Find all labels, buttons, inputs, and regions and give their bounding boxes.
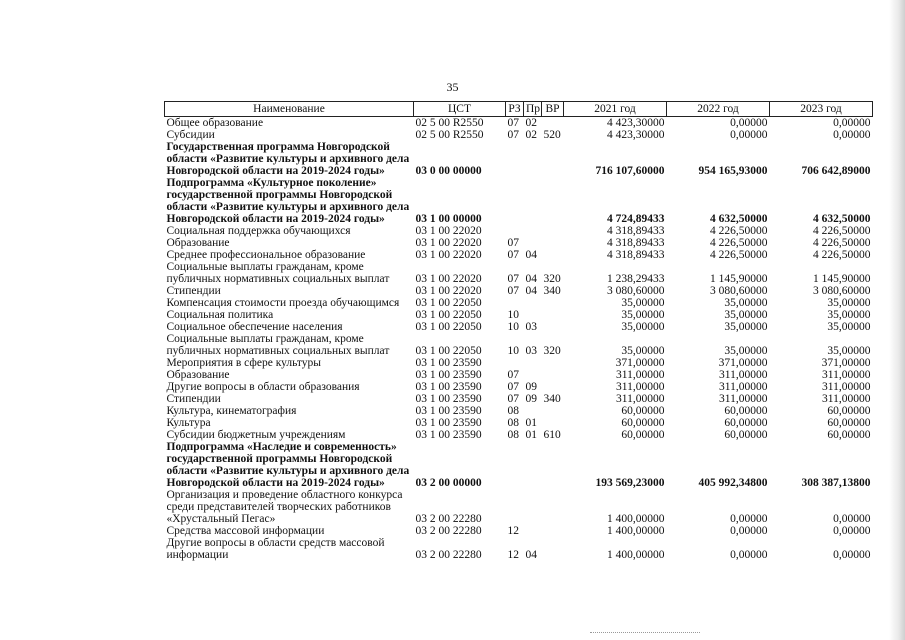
cell-2022: 60,00000	[724, 417, 768, 429]
scan-edge-shadow	[889, 0, 905, 640]
cell-vr	[542, 357, 564, 369]
cell-2022: 4 632,50000	[710, 213, 768, 225]
cell-rz: 08	[507, 405, 519, 417]
cell-vr	[542, 405, 564, 417]
cell-cst: 03 1 00 22050	[415, 321, 482, 333]
cell-vr	[542, 177, 564, 225]
cell-2021: 1 238,29433	[607, 273, 665, 285]
cell-2021: 1 400,00000	[607, 525, 665, 537]
cell-2023: 0,00000	[833, 129, 871, 141]
cell-rz: 10	[507, 321, 519, 333]
cell-2023: 4 226,50000	[813, 249, 871, 261]
cell-rz	[506, 489, 524, 525]
column-header-name: Наименование	[165, 102, 414, 117]
cell-vr	[542, 381, 564, 393]
cell-2023: 4 226,50000	[813, 237, 871, 249]
cell-rz: 07	[507, 117, 519, 129]
cell-2023: 3 080,60000	[813, 285, 871, 297]
cell-name: Среднее профессиональное образование	[166, 249, 366, 261]
cell-vr: 340	[543, 285, 561, 297]
cell-pr	[524, 441, 542, 489]
cell-2021: 35,00000	[621, 321, 665, 333]
cell-pr: 04	[525, 549, 537, 561]
cell-2022: 4 226,50000	[710, 225, 768, 237]
cell-cst: 03 1 00 23590	[415, 393, 482, 405]
cell-rz	[506, 441, 524, 489]
cell-pr: 02	[525, 117, 537, 129]
table-row	[165, 261, 873, 285]
cell-rz: 07	[507, 249, 519, 261]
table-row	[165, 429, 873, 441]
cell-2022: 60,00000	[724, 429, 768, 441]
cell-2021: 4 423,30000	[607, 129, 665, 141]
cell-2021: 4 423,30000	[607, 117, 665, 129]
cell-pr	[524, 369, 542, 381]
cell-cst: 03 1 00 23590	[415, 405, 482, 417]
table-row	[165, 381, 873, 393]
cell-cst: 03 1 00 22050	[415, 297, 482, 309]
cell-name: Образование	[166, 369, 230, 381]
cell-vr: 610	[543, 429, 561, 441]
column-header-2021: 2021 год	[564, 102, 667, 117]
cell-vr	[542, 417, 564, 429]
cell-cst: 03 1 00 23590	[415, 369, 482, 381]
cell-vr: 320	[543, 345, 561, 357]
cell-pr: 02	[525, 129, 537, 141]
cell-cst: 02 5 00 R2550	[415, 129, 484, 141]
cell-2022: 0,00000	[730, 129, 768, 141]
cell-rz: 07	[507, 273, 519, 285]
cell-2022: 4 226,50000	[710, 237, 768, 249]
cell-2022: 4 226,50000	[710, 249, 768, 261]
table-row	[165, 141, 873, 177]
table-row	[165, 321, 873, 333]
table-row	[165, 537, 873, 561]
cell-rz: 07	[507, 381, 519, 393]
cell-name: Субсидии	[166, 129, 215, 141]
cell-rz: 10	[507, 309, 519, 321]
cell-2021: 193 569,23000	[595, 477, 665, 489]
cell-2021: 1 400,00000	[607, 549, 665, 561]
table-row	[165, 117, 873, 130]
cell-pr	[524, 297, 542, 309]
table-row	[165, 417, 873, 429]
cell-2023: 1 145,90000	[813, 273, 871, 285]
cell-2023: 371,00000	[821, 357, 871, 369]
table-row	[165, 237, 873, 249]
cell-2023: 60,00000	[827, 429, 871, 441]
cell-name: Социальная поддержка обучающихся	[166, 225, 351, 237]
cell-2022: 35,00000	[724, 297, 768, 309]
cell-rz	[506, 297, 524, 309]
cell-2021: 371,00000	[615, 357, 665, 369]
table-body	[165, 117, 873, 562]
cell-2022: 35,00000	[724, 345, 768, 357]
cell-cst: 03 1 00 22050	[415, 309, 482, 321]
cell-2023: 0,00000	[833, 513, 871, 525]
cell-cst: 02 5 00 R2550	[415, 117, 484, 129]
cell-vr	[542, 369, 564, 381]
table-header	[165, 102, 873, 117]
column-header-2023: 2023 год	[770, 102, 873, 117]
cell-cst: 03 2 00 22280	[415, 525, 482, 537]
cell-2022: 0,00000	[730, 525, 768, 537]
cell-2022: 405 992,34800	[698, 477, 768, 489]
cell-pr: 04	[525, 249, 537, 261]
cell-name: Культура, кинематография	[166, 405, 297, 417]
cell-2022: 35,00000	[724, 321, 768, 333]
cell-2023: 706 642,89000	[801, 165, 871, 177]
cell-vr: 320	[543, 273, 561, 285]
cell-pr	[524, 177, 542, 225]
cell-cst: 03 2 00 00000	[415, 477, 482, 489]
cell-cst: 03 1 00 22020	[415, 273, 482, 285]
table-row	[165, 369, 873, 381]
cell-2023: 311,00000	[822, 369, 871, 381]
cell-vr	[542, 297, 564, 309]
cell-pr	[524, 525, 542, 537]
cell-2022: 311,00000	[719, 369, 768, 381]
column-header-vr: ВР	[542, 102, 564, 117]
scan-dotted-mark	[590, 632, 700, 635]
cell-2023: 0,00000	[833, 549, 871, 561]
cell-name: Социальная политика	[166, 309, 274, 321]
table-row	[165, 405, 873, 417]
cell-cst: 03 1 00 23590	[415, 381, 482, 393]
cell-rz: 07	[507, 369, 519, 381]
cell-rz	[506, 225, 524, 237]
cell-name: Подпрограмма «Наследие и современность» государственной программы Новгородской области «Развитие культуры и архивного дела Новгородской области на 2019-2024 годы»	[166, 441, 410, 489]
cell-2021: 60,00000	[621, 417, 665, 429]
cell-2021: 35,00000	[621, 345, 665, 357]
cell-2022: 311,00000	[719, 393, 768, 405]
cell-pr	[524, 237, 542, 249]
cell-vr	[542, 117, 564, 130]
cell-name: Мероприятия в сфере культуры	[166, 357, 322, 369]
cell-vr	[542, 321, 564, 333]
table-row	[165, 393, 873, 405]
cell-2022: 3 080,60000	[710, 285, 768, 297]
cell-vr: 520	[543, 129, 561, 141]
column-header-cst: ЦСТ	[414, 102, 506, 117]
cell-2021: 311,00000	[616, 393, 665, 405]
cell-name: Культура	[166, 417, 211, 429]
cell-2021: 716 107,60000	[595, 165, 665, 177]
cell-2021: 1 400,00000	[607, 513, 665, 525]
column-header-2022: 2022 год	[667, 102, 770, 117]
cell-name: Социальное обеспечение населения	[166, 321, 343, 333]
cell-rz	[506, 177, 524, 225]
cell-cst: 03 1 00 22020	[415, 225, 482, 237]
table-row	[165, 225, 873, 237]
cell-2023: 311,00000	[822, 381, 871, 393]
cell-vr	[542, 537, 564, 561]
cell-rz	[506, 357, 524, 369]
cell-rz	[506, 141, 524, 177]
cell-cst: 03 1 00 23590	[415, 417, 482, 429]
cell-cst: 03 2 00 22280	[415, 513, 482, 525]
cell-rz: 07	[507, 129, 519, 141]
table-row	[165, 285, 873, 297]
table-row	[165, 177, 873, 225]
cell-rz: 12	[507, 549, 519, 561]
cell-2023: 4 632,50000	[813, 213, 871, 225]
cell-cst: 03 1 00 22050	[415, 345, 482, 357]
cell-pr	[524, 141, 542, 177]
cell-2021: 60,00000	[621, 429, 665, 441]
cell-pr: 01	[525, 417, 537, 429]
cell-name: Другие вопросы в области образования	[166, 381, 360, 393]
cell-2021: 60,00000	[621, 405, 665, 417]
cell-2022: 35,00000	[724, 309, 768, 321]
cell-pr	[524, 405, 542, 417]
cell-cst: 03 2 00 22280	[415, 549, 482, 561]
cell-2022: 371,00000	[718, 357, 768, 369]
cell-2021: 4 318,89433	[607, 225, 665, 237]
cell-rz: 12	[507, 525, 519, 537]
budget-table	[164, 101, 873, 561]
cell-rz: 07	[507, 285, 519, 297]
cell-name: Подпрограмма «Культурное поколение» государственной программы Новгородской области «Развитие культуры и архивного дела Новгородской области на 2019-2024 годы»	[166, 177, 410, 225]
cell-2023: 311,00000	[822, 393, 871, 405]
cell-name: Компенсация стоимости проезда обучающимся	[166, 297, 400, 309]
cell-cst: 03 1 00 23590	[415, 357, 482, 369]
cell-2022: 1 145,90000	[710, 273, 768, 285]
table-row	[165, 441, 873, 489]
cell-2023: 60,00000	[827, 405, 871, 417]
cell-vr	[542, 237, 564, 249]
cell-vr	[542, 249, 564, 261]
cell-name: Социальные выплаты гражданам, кроме публичных нормативных социальных выплат	[166, 333, 390, 357]
cell-pr: 01	[525, 429, 537, 441]
table-row	[165, 129, 873, 141]
cell-2021: 311,00000	[616, 369, 665, 381]
cell-cst: 03 0 00 00000	[415, 165, 482, 177]
cell-name: Субсидии бюджетным учреждениям	[166, 429, 346, 441]
cell-2023: 0,00000	[833, 525, 871, 537]
cell-pr	[524, 357, 542, 369]
cell-2023: 35,00000	[827, 345, 871, 357]
cell-pr: 09	[525, 393, 537, 405]
cell-2023: 0,00000	[833, 117, 871, 129]
cell-rz: 10	[507, 345, 519, 357]
page-number: 35	[446, 80, 459, 94]
cell-2023: 35,00000	[827, 297, 871, 309]
cell-name: Государственная программа Новгородской области «Развитие культуры и архивного дела Новгородской области на 2019-2024 годы»	[166, 141, 410, 177]
cell-cst: 03 1 00 22020	[415, 237, 482, 249]
column-header-rz: РЗ	[506, 102, 524, 117]
cell-2021: 4 724,89433	[607, 213, 665, 225]
cell-2022: 0,00000	[730, 549, 768, 561]
cell-name: Общее образование	[166, 117, 264, 129]
cell-2023: 35,00000	[827, 309, 871, 321]
cell-cst: 03 1 00 22020	[415, 249, 482, 261]
cell-name: Социальные выплаты гражданам, кроме публичных нормативных социальных выплат	[166, 261, 390, 285]
cell-2023: 35,00000	[827, 321, 871, 333]
table-row	[165, 489, 873, 525]
cell-rz: 08	[507, 429, 519, 441]
column-header-pr: Пр	[524, 102, 542, 117]
cell-pr: 03	[525, 345, 537, 357]
cell-2023: 308 387,13800	[801, 477, 871, 489]
cell-2021: 311,00000	[616, 381, 665, 393]
cell-vr	[542, 141, 564, 177]
cell-pr: 03	[525, 321, 537, 333]
cell-vr	[542, 225, 564, 237]
cell-name: Стипендии	[166, 393, 221, 405]
cell-name: Другие вопросы в области средств массовой информации	[166, 537, 385, 561]
table-row	[165, 297, 873, 309]
cell-2021: 3 080,60000	[607, 285, 665, 297]
cell-rz: 07	[507, 393, 519, 405]
cell-2022: 954 165,93000	[698, 165, 768, 177]
cell-pr	[524, 309, 542, 321]
cell-name: Организация и проведение областного конкурса среди представителей творческих работников «Хрустальный Пегас»	[166, 489, 403, 525]
cell-vr	[542, 309, 564, 321]
cell-cst: 03 1 00 22020	[415, 285, 482, 297]
cell-2023: 4 226,50000	[813, 225, 871, 237]
cell-2023: 60,00000	[827, 417, 871, 429]
table-row	[165, 309, 873, 321]
table-row	[165, 249, 873, 261]
cell-2022: 311,00000	[719, 381, 768, 393]
cell-cst: 03 1 00 00000	[415, 213, 482, 225]
cell-vr	[542, 441, 564, 489]
cell-name: Средства массовой информации	[166, 525, 325, 537]
cell-pr	[524, 489, 542, 525]
cell-2021: 4 318,89433	[607, 249, 665, 261]
cell-rz: 07	[507, 237, 519, 249]
cell-pr: 04	[525, 285, 537, 297]
cell-pr	[524, 225, 542, 237]
table-row	[165, 357, 873, 369]
cell-cst: 03 1 00 23590	[415, 429, 482, 441]
cell-pr: 04	[525, 273, 537, 285]
cell-name: Образование	[166, 237, 230, 249]
cell-2021: 35,00000	[621, 309, 665, 321]
cell-name: Стипендии	[166, 285, 221, 297]
cell-vr	[542, 489, 564, 525]
cell-vr	[542, 525, 564, 537]
cell-2022: 0,00000	[730, 117, 768, 129]
table-row	[165, 333, 873, 357]
cell-2021: 4 318,89433	[607, 237, 665, 249]
cell-rz: 08	[507, 417, 519, 429]
cell-2022: 0,00000	[730, 513, 768, 525]
cell-2021: 35,00000	[621, 297, 665, 309]
cell-2022: 60,00000	[724, 405, 768, 417]
cell-vr: 340	[543, 393, 561, 405]
table-row	[165, 525, 873, 537]
cell-pr: 09	[525, 381, 537, 393]
